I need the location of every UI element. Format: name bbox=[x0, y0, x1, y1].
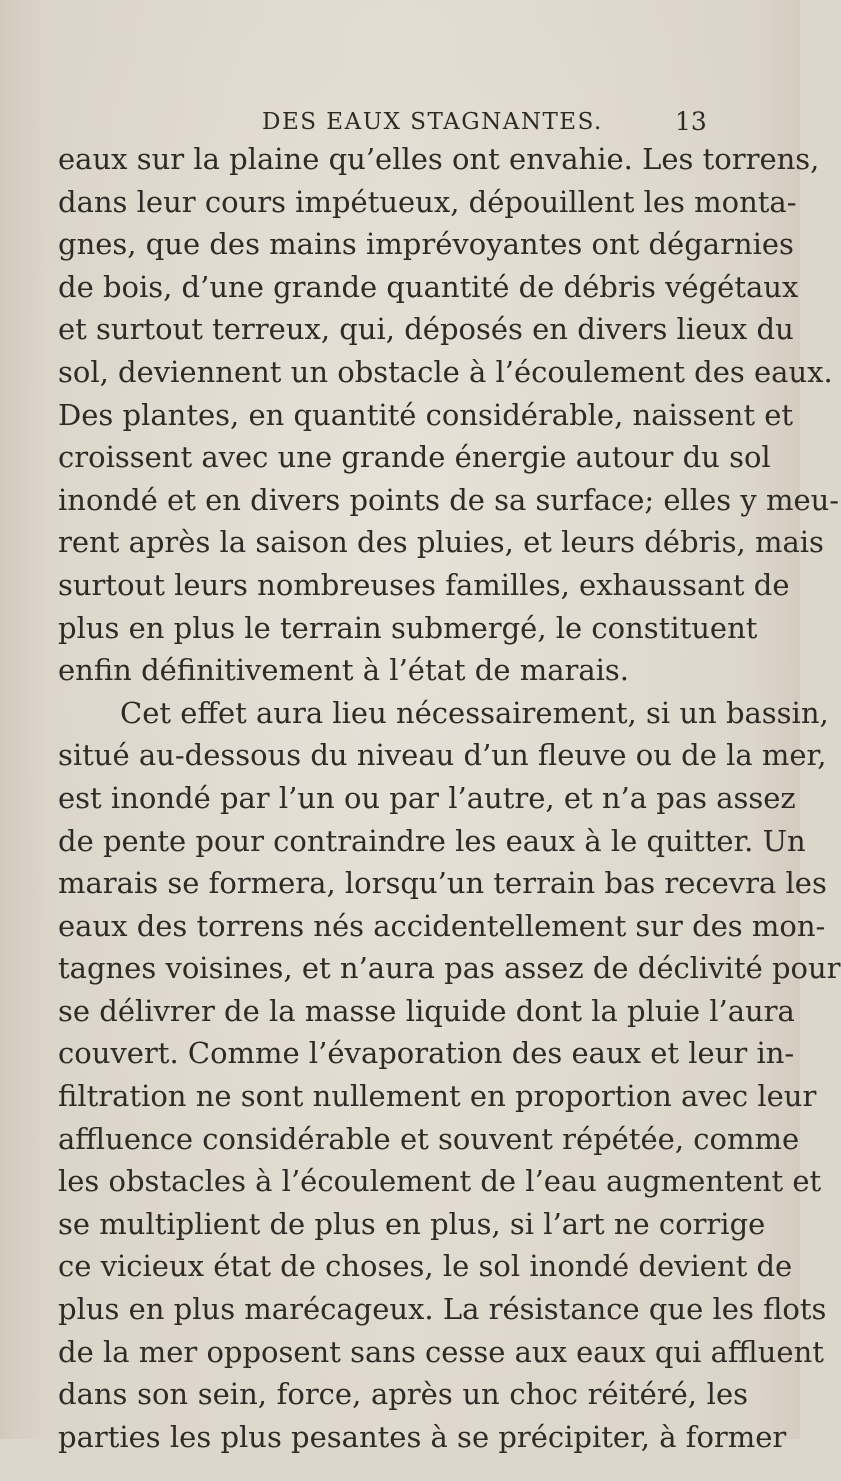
text-line: affluence considérable et souvent répétée, comme bbox=[58, 1121, 800, 1156]
text-line: couvert. Comme l’évaporation des eaux et leur in- bbox=[58, 1036, 795, 1071]
text-line: situé au-dessous du niveau d’un fleuve ou de la mer, bbox=[58, 738, 827, 773]
text-line: marais se formera, lorsqu’un terrain bas recevra les bbox=[58, 866, 827, 901]
body-text bbox=[58, 138, 841, 1458]
text-line: se délivrer de la masse liquide dont la pluie l’aura bbox=[58, 993, 795, 1028]
text-line: dans son sein, force, après un choc réitéré, les bbox=[58, 1377, 748, 1412]
running-head bbox=[0, 104, 800, 140]
text-line: ce vicieux état de choses, le sol inondé devient de bbox=[58, 1249, 793, 1284]
text-line: inondé et en divers points de sa surface; elles y meu- bbox=[58, 482, 840, 517]
text-line: surtout leurs nombreuses familles, exhaussant de bbox=[58, 567, 790, 602]
text-line: Des plantes, en quantité considérable, naissent et bbox=[58, 397, 794, 432]
text-line: plus en plus marécageux. La résistance que les flots bbox=[58, 1292, 827, 1327]
text-line: sol, deviennent un obstacle à l’écoulement des eaux. bbox=[58, 354, 833, 389]
text-line: se multiplient de plus en plus, si l’art ne corrige bbox=[58, 1206, 766, 1241]
text-line: les obstacles à l’écoulement de l’eau augmentent et bbox=[58, 1164, 822, 1199]
page-number: 13 bbox=[675, 107, 707, 136]
text-line: de bois, d’une grande quantité de débris végétaux bbox=[58, 269, 799, 304]
text-line: plus en plus le terrain submergé, le constituent bbox=[58, 610, 758, 645]
text-line-paragraph-start: Cet effet aura lieu nécessairement, si un bassin, bbox=[120, 695, 829, 730]
text-line: croissent avec une grande énergie autour du sol bbox=[58, 440, 771, 475]
text-line: de la mer opposent sans cesse aux eaux qui affluent bbox=[58, 1334, 824, 1369]
text-line: eaux des torrens nés accidentellement sur des mon- bbox=[58, 908, 826, 943]
text-line: de pente pour contraindre les eaux à le quitter. Un bbox=[58, 823, 806, 858]
text-line: dans leur cours impétueux, dépouillent les monta- bbox=[58, 184, 797, 219]
text-line: filtration ne sont nullement en proportion avec leur bbox=[58, 1079, 817, 1114]
text-line: tagnes voisines, et n’aura pas assez de déclivité pour bbox=[58, 951, 841, 986]
text-line: parties les plus pesantes à se précipiter, à former bbox=[58, 1419, 787, 1454]
text-line: eaux sur la plaine qu’elles ont envahie. Les torrens, bbox=[58, 142, 820, 176]
text-line: gnes, que des mains imprévoyantes ont dégarnies bbox=[58, 227, 794, 262]
text-line-paragraph-end: enfin définitivement à l’état de marais. bbox=[58, 653, 630, 688]
text-line: rent après la saison des pluies, et leurs débris, mais bbox=[58, 525, 824, 560]
running-title: DES EAUX STAGNANTES. bbox=[262, 109, 603, 135]
text-line: et surtout terreux, qui, déposés en divers lieux du bbox=[58, 312, 794, 347]
text-line: est inondé par l’un ou par l’autre, et n’a pas assez bbox=[58, 780, 796, 815]
